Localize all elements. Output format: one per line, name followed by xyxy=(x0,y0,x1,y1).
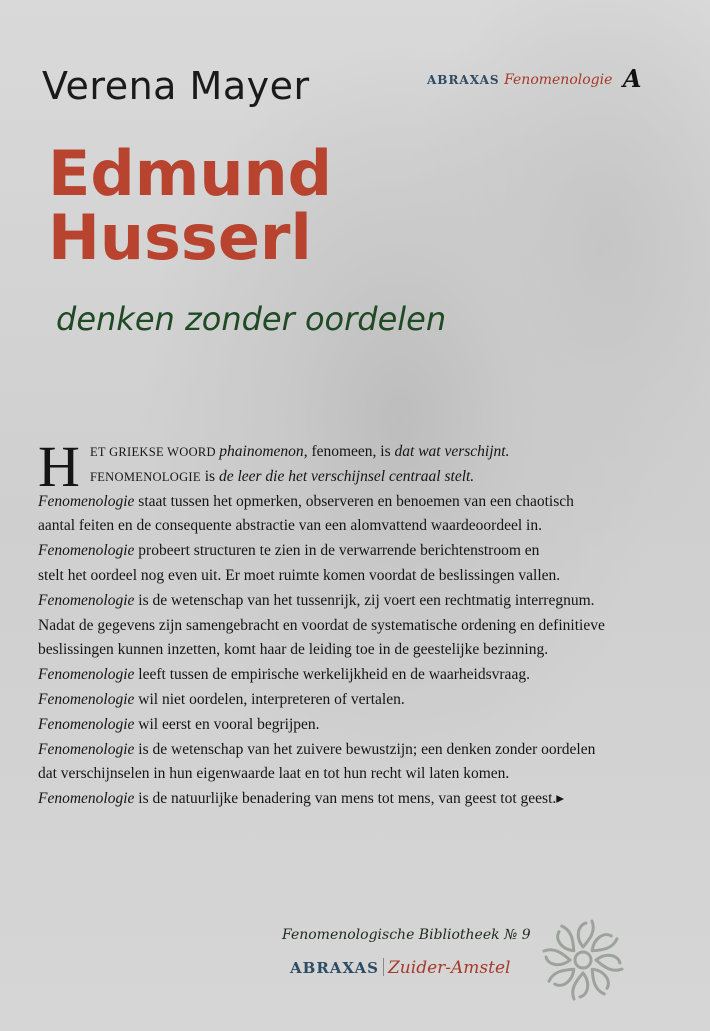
publisher-name-bottom: ABRAXAS xyxy=(290,959,379,977)
text-segment: ▸ xyxy=(556,790,565,808)
blurb-line xyxy=(38,539,605,564)
text-segment: probeert structuren te zien in de verwarrende berichtenstroom en xyxy=(134,542,540,560)
series-name: Fenomenologie xyxy=(504,72,613,88)
imprint-name: Zuider-Amstel xyxy=(388,958,511,978)
blurb-line xyxy=(38,440,605,465)
abraxas-logo-icon: A xyxy=(622,64,642,93)
blurb-line xyxy=(38,663,605,688)
text-segment: wil eerst en vooral begrijpen. xyxy=(134,715,320,733)
text-segment: staat tussen het opmerken, observeren en benoemen van een chaotisch xyxy=(134,492,574,510)
italic-text: Fenomenologie xyxy=(38,790,135,808)
blurb-line xyxy=(38,638,605,663)
italic-text: Fenomenologie xyxy=(38,740,135,758)
book-title xyxy=(48,137,332,274)
text-segment: beslissingen kunnen inzetten, komt haar de leiding toe in de geestelijke bezinning. xyxy=(38,641,549,659)
publisher-name: ABRAXAS xyxy=(427,73,500,87)
divider xyxy=(383,958,384,976)
book-subtitle: denken zonder oordelen xyxy=(56,300,447,338)
rosette-petal xyxy=(573,973,588,999)
blurb-line xyxy=(38,514,605,539)
text-segment: is xyxy=(200,467,219,485)
text-segment: dat verschijnselen in hun eigenwaarde laat en tot hun recht wil laten komen. xyxy=(38,765,510,783)
italic-text: Fenomenologie xyxy=(38,591,135,609)
italic-text: de leer die het verschijnsel centraal stelt. xyxy=(218,467,475,485)
rosette-petal xyxy=(544,950,570,965)
italic-text: Fenomenologie xyxy=(38,690,135,708)
text-segment: wil niet oordelen, interpreteren of vertalen. xyxy=(134,690,405,708)
text-segment: FENOMENOLOGIE xyxy=(90,469,201,484)
blurb-line xyxy=(38,762,605,787)
title-line-1: Edmund xyxy=(48,137,332,210)
blurb-text xyxy=(38,434,605,812)
author-name: Verena Mayer xyxy=(42,64,310,108)
blurb-line xyxy=(38,787,605,812)
drop-cap: H xyxy=(38,434,80,499)
series-header xyxy=(427,64,641,93)
text-segment: is de natuurlijke benadering van mens tot mens, van geest tot geest. xyxy=(134,790,557,808)
italic-text: phainomenon xyxy=(219,443,304,460)
italic-text: Fenomenologie xyxy=(38,666,135,684)
blurb-line xyxy=(38,738,605,763)
blurb-line xyxy=(38,688,605,713)
blurb-line xyxy=(38,490,605,515)
series-number: Fenomenologische Bibliotheek № 9 xyxy=(282,927,531,943)
blurb-line xyxy=(38,589,605,614)
blurb-line xyxy=(38,465,605,490)
text-segment: ET GRIEKSE WOORD xyxy=(90,445,220,459)
title-line-2: Husserl xyxy=(48,201,312,274)
rosette-logo-icon xyxy=(540,917,626,1003)
blurb-line xyxy=(38,713,605,738)
text-segment: Nadat de gegevens zijn samengebracht en voordat de systematische ordening en definitieve xyxy=(38,616,605,634)
italic-text: Fenomenologie xyxy=(38,715,135,733)
publisher-footer xyxy=(290,958,510,978)
text-segment: , fenomeen, is xyxy=(303,443,395,460)
text-segment: stelt het oordeel nog even uit. Er moet ruimte komen voordat de beslissingen vallen. xyxy=(38,566,561,584)
italic-text: dat wat verschijnt. xyxy=(394,443,510,460)
blurb-line xyxy=(38,614,605,639)
italic-text: Fenomenologie xyxy=(38,492,135,510)
rosette-petal xyxy=(596,955,622,970)
italic-text: Fenomenologie xyxy=(38,542,135,560)
blurb-line xyxy=(38,564,605,589)
text-segment: aantal feiten en de consequente abstractie van een alomvattend waardeoordeel in. xyxy=(38,517,542,535)
text-segment: is de wetenschap van het tussenrijk, zij voert een rechtmatig interregnum. xyxy=(134,591,595,609)
text-segment: is de wetenschap van het zuivere bewustzijn; een denken zonder oordelen xyxy=(134,740,596,758)
text-segment: leeft tussen de empirische werkelijkheid en de waarheidsvraag. xyxy=(134,666,530,684)
rosette-petal xyxy=(578,921,593,947)
